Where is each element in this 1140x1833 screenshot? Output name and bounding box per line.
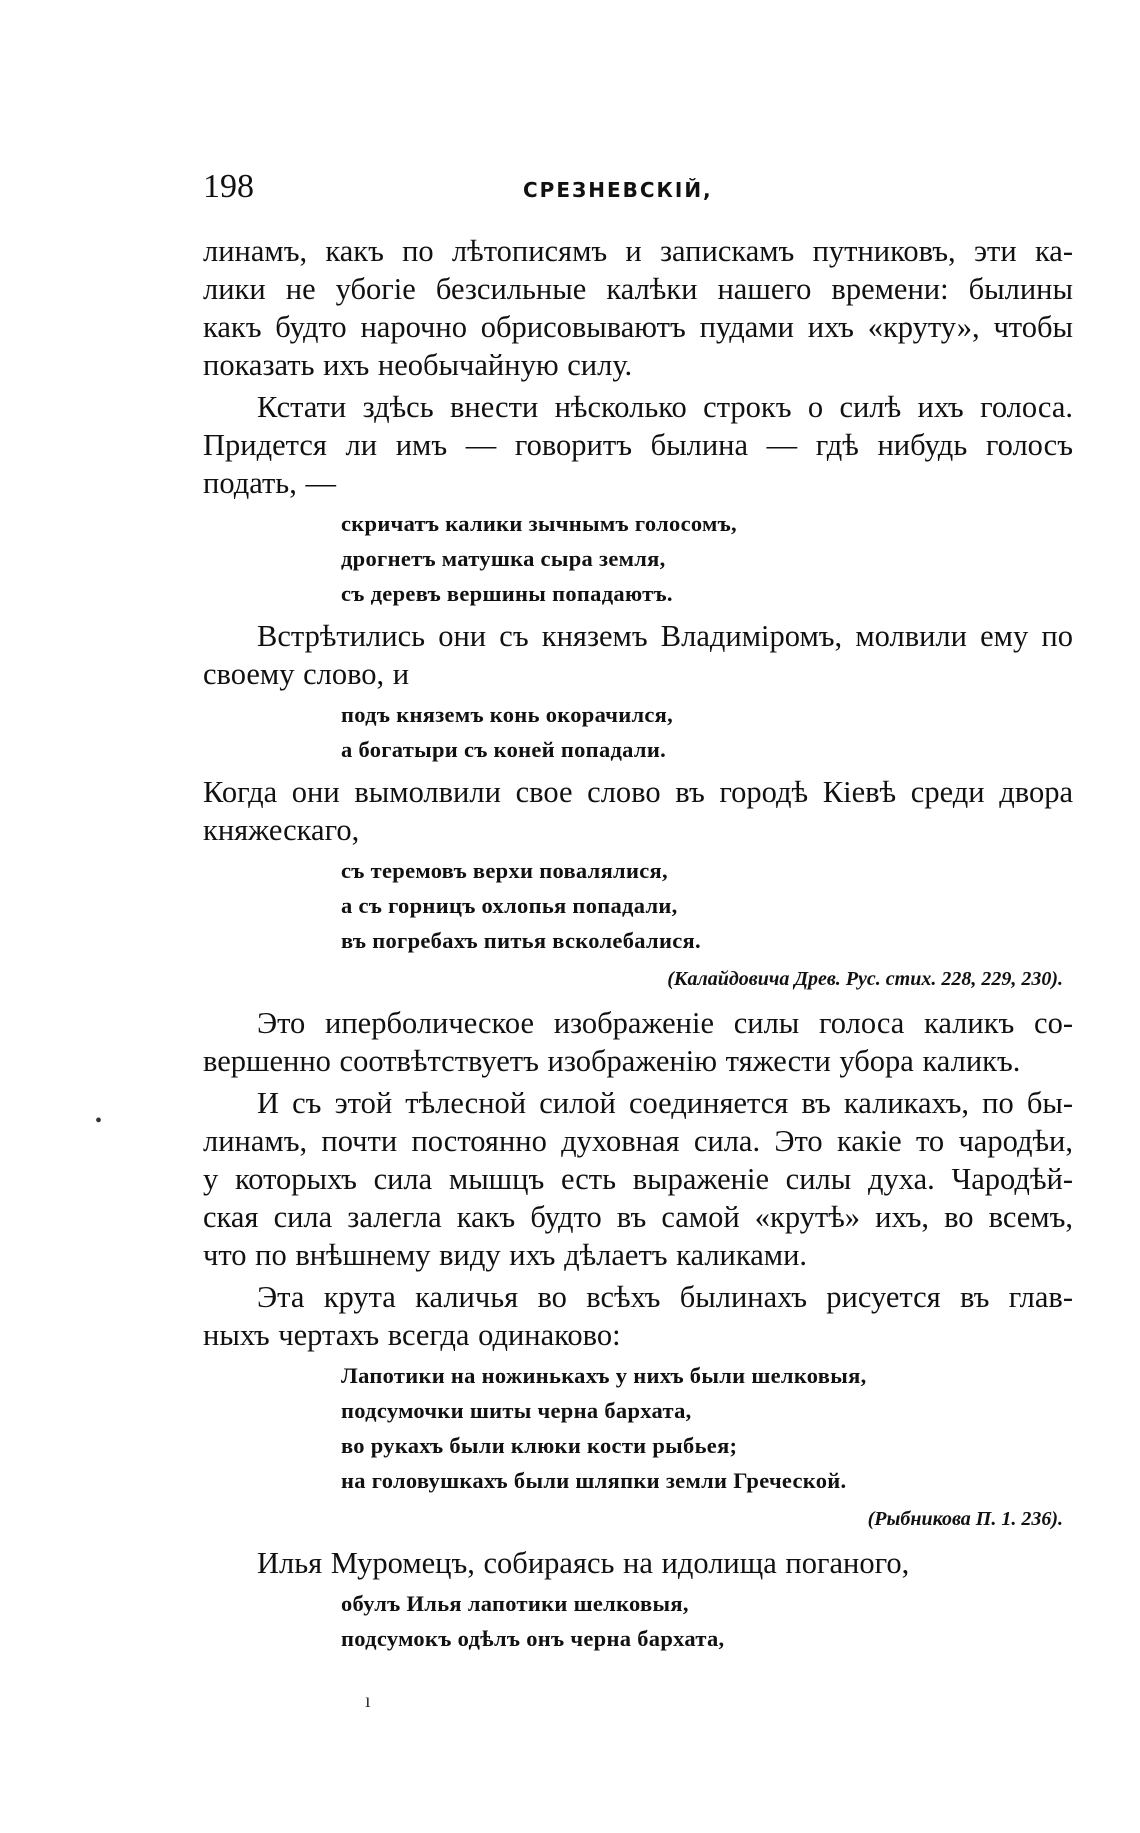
verse-line: скричатъ калики зычнымъ голосомъ, <box>341 511 737 536</box>
text-line: Это иперболическое изображеніе силы голоса каликъ со- <box>257 1006 1073 1040</box>
body-text <box>203 232 1073 1662</box>
paragraph-1 <box>203 232 1073 384</box>
text-line: какъ будто нарочно обрисовываютъ пудами ихъ «круту», чтобы <box>203 310 1073 344</box>
text-line: показать ихъ необычайную силу. <box>203 348 633 382</box>
verse-line: а съ горницъ охлопья попадали, <box>341 893 678 918</box>
verse-line: подсумочки шиты черна бархата, <box>341 1398 692 1423</box>
paragraph-8 <box>203 1544 1073 1582</box>
text-line: Придется ли имъ — говоритъ былина — гдѣ нибудь голосъ <box>203 428 1073 462</box>
paragraph-6 <box>203 1084 1073 1274</box>
verse-2 <box>341 697 1073 767</box>
citation-2: (Рыбникова П. 1. 236). <box>867 1508 1063 1530</box>
verse-line: съ теремовъ верхи повалялися, <box>341 858 668 883</box>
text-line: Когда они вымолвили свое слово въ городѣ Кіевѣ среди двора <box>203 775 1073 809</box>
verse-line: подъ княземъ конь окорачился, <box>341 702 674 727</box>
text-line: линамъ, почти постоянно духовная сила. Это какіе то чародѣи, <box>203 1124 1073 1158</box>
text-line: своему слово, и <box>203 657 410 691</box>
stray-mark: • <box>95 1110 103 1132</box>
verse-3 <box>341 853 1073 958</box>
verse-line: на головушкахъ были шляпки земли Греческой. <box>341 1468 847 1493</box>
verse-line: а богатыри съ коней попадали. <box>341 737 667 762</box>
verse-line: обулъ Илья лапотики шелковыя, <box>341 1591 689 1616</box>
text-line: Илья Муромецъ, собираясь на идолища поганого, <box>257 1546 910 1580</box>
text-line: Эта крута каличья во всѣхъ былинахъ рисуется въ глав- <box>257 1280 1073 1314</box>
stray-mark: ı <box>365 1690 371 1712</box>
text-line: подать, — <box>203 466 336 500</box>
paragraph-7 <box>203 1278 1073 1354</box>
text-line: вершенно соотвѣтствуетъ изображенію тяжести убора каликъ. <box>203 1044 1021 1078</box>
verse-line: съ деревъ вершины попадаютъ. <box>341 581 673 606</box>
text-line: у которыхъ сила мышцъ есть выраженіе силы духа. Чародѣй- <box>203 1162 1073 1196</box>
verse-line: дрогнетъ матушка сыра земля, <box>341 546 666 571</box>
paragraph-3 <box>203 617 1073 693</box>
citation-1: (Калайдовича Древ. Рус. стих. 228, 229, 230). <box>667 968 1063 990</box>
paragraph-4 <box>203 773 1073 849</box>
verse-4 <box>341 1358 1073 1498</box>
text-line: Кстати здѣсь внести нѣсколько строкъ о силѣ ихъ голоса. <box>257 390 1073 424</box>
text-line: что по внѣшнему виду ихъ дѣлаетъ каликами. <box>203 1238 808 1272</box>
page-header <box>203 168 1063 218</box>
text-line: Встрѣтились они съ княземъ Владиміромъ, молвили ему по <box>257 619 1073 653</box>
page-number: 198 <box>203 168 254 205</box>
verse-line: во рукахъ были клюки кости рыбьея; <box>341 1433 738 1458</box>
text-line: И съ этой тѣлесной силой соединяется въ каликахъ, по бы- <box>257 1086 1073 1120</box>
text-line: ныхъ чертахъ всегда одинаково: <box>203 1318 621 1352</box>
paragraph-5 <box>203 1004 1073 1080</box>
text-line: линамъ, какъ по лѣтописямъ и запискамъ путниковъ, эти ка- <box>203 234 1073 268</box>
verse-5 <box>341 1586 1073 1656</box>
verse-line: подсумокъ одѣлъ онъ черна бархата, <box>341 1626 725 1651</box>
running-title: СРЕЗНЕВСКІЙ, <box>523 178 713 202</box>
text-line: лики не убогіе безсильные калѣки нашего времени: былины <box>203 272 1073 306</box>
verse-line: Лапотики на ножинькахъ у нихъ были шелковыя, <box>341 1363 867 1388</box>
verse-1 <box>341 506 1073 611</box>
paragraph-2 <box>203 388 1073 502</box>
verse-line: въ погребахъ питья всколебалися. <box>341 928 701 953</box>
text-line: ская сила залегла какъ будто въ самой «крутѣ» ихъ, во всемъ, <box>203 1200 1073 1234</box>
text-line: княжескаго, <box>203 813 360 847</box>
